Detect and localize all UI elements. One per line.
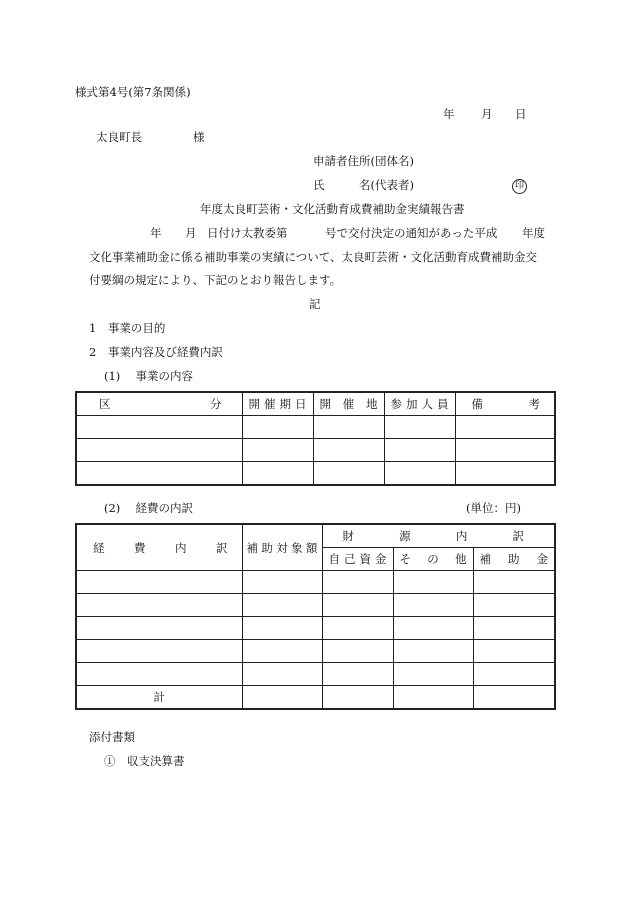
col-header-participants: 参 加 人 員 — [384, 392, 455, 416]
addressee-title: 太良町長 — [96, 130, 142, 144]
expense-breakdown-table — [75, 523, 556, 710]
body-notice-ref: 日付け太教委第 — [207, 226, 288, 240]
col-header-venue: 開 催 地 — [313, 392, 384, 416]
date-year: 年 — [443, 107, 455, 121]
table-row — [76, 617, 555, 640]
table-row — [76, 462, 555, 486]
seal-icon: 印 — [512, 179, 527, 194]
col-header-own-funds: 自 己 資 金 — [322, 548, 393, 571]
applicant-name-label-1: 氏 — [313, 178, 325, 192]
section-2-heading: 2 事業内容及び経費内訳 — [89, 345, 223, 359]
body-line-2: 文化事業補助金に係る補助事業の実績について、太良町芸術・文化活動育成費補助金交 — [89, 250, 538, 264]
subsection-2-heading: (2) 経費の内訳 — [104, 501, 193, 515]
table-row — [76, 416, 555, 439]
col-header-subsidy: 補 助 金 — [473, 548, 555, 571]
col-header-expense-item: 経 費 内 訳 — [76, 524, 242, 571]
project-content-table — [75, 391, 556, 486]
form-number: 様式第4号(第7条関係) — [75, 85, 191, 99]
subsection-1-heading: (1) 事業の内容 — [104, 369, 193, 383]
table-row — [76, 663, 555, 686]
col-header-other: そ の 他 — [393, 548, 473, 571]
body-line-3: 付要綱の規定により、下記のとおり報告します。 — [89, 273, 342, 287]
document-title: 年度太良町芸術・文化活動育成費補助金実績報告書 — [200, 202, 465, 216]
date-month: 月 — [481, 107, 493, 121]
col-header-dates: 開 催 期 日 — [242, 392, 313, 416]
ki-heading: 記 — [309, 297, 321, 311]
table-row — [76, 594, 555, 617]
table-row — [76, 439, 555, 462]
date-day: 日 — [515, 107, 527, 121]
addressee-honorific: 様 — [193, 130, 205, 144]
table-header-row — [76, 524, 555, 548]
attachments-title: 添付書類 — [89, 730, 135, 744]
total-label: 計 — [76, 686, 242, 710]
seal-mark — [512, 177, 527, 194]
col-header-funding-source: 財 源 内 訳 — [322, 524, 555, 548]
attachment-item-1: ① 収支決算書 — [104, 754, 185, 768]
table-header-row — [76, 392, 555, 416]
col-header-eligible-amount: 補 助 対 象 額 — [242, 524, 322, 571]
body-fiscal-year: 年度 — [522, 226, 545, 240]
body-year: 年 — [150, 226, 162, 240]
col-header-category: 区 分 — [76, 392, 242, 416]
body-notice-text: 号で交付決定の通知があった平成 — [325, 226, 498, 240]
body-month: 月 — [185, 226, 197, 240]
col-header-remarks: 備 考 — [455, 392, 555, 416]
section-1-heading: 1 事業の目的 — [89, 321, 166, 335]
unit-label: (単位：円) — [466, 501, 521, 515]
table-row — [76, 640, 555, 663]
applicant-name-label-2: 名(代表者) — [359, 178, 414, 192]
total-row — [76, 686, 555, 710]
table-row — [76, 571, 555, 594]
applicant-address-label: 申請者住所(団体名) — [313, 154, 414, 168]
